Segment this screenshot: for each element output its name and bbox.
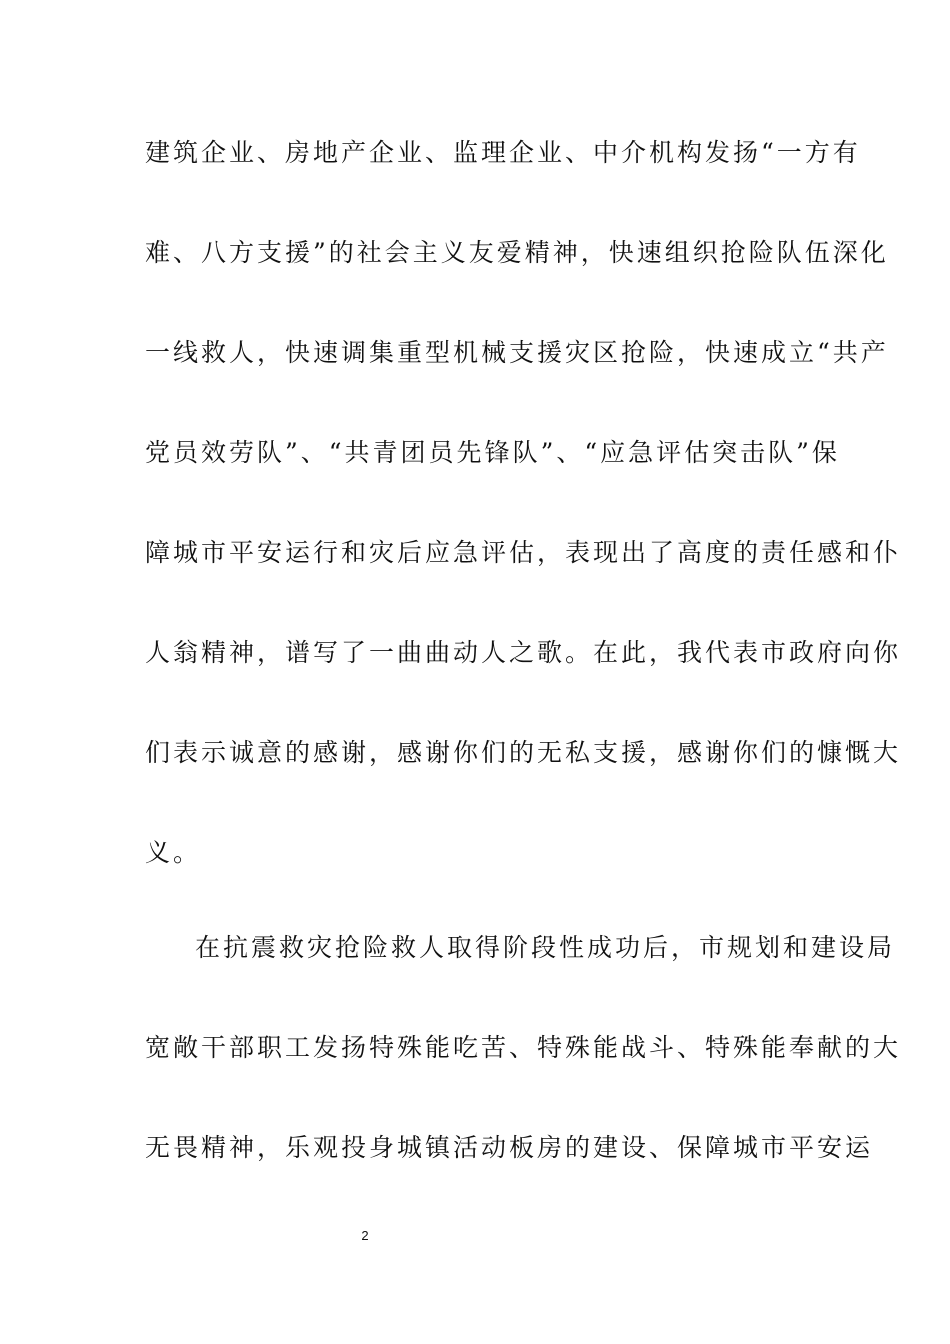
paragraph-1-line-2: 难、八方支援”的社会主义友爱精神，快速组织抢险队伍深化 (145, 238, 889, 267)
page-number: 2 (361, 1228, 369, 1243)
paragraph-2-line-3: 无畏精神，乐观投身城镇活动板房的建设、保障城市平安运 (145, 1133, 874, 1162)
paragraph-1-line-4: 党员效劳队”、“共青团员先锋队”、“应急评估突击队”保 (145, 438, 840, 467)
paragraph-1-line-3: 一线救人，快速调集重型机械支援灾区抢险，快速成立“共产 (145, 338, 889, 367)
paragraph-1-line-5: 障城市平安运行和灾后应急评估，表现出了高度的责任感和仆 (145, 538, 902, 567)
paragraph-2-line-2: 宽敞干部职工发扬特殊能吃苦、特殊能战斗、特殊能奉献的大 (145, 1033, 902, 1062)
paragraph-1-line-7: 们表示诚意的感谢，感谢你们的无私支援，感谢你们的慷慨大 (145, 738, 902, 767)
paragraph-1-line-6: 人翁精神，谱写了一曲曲动人之歌。在此，我代表市政府向你 (145, 638, 902, 667)
paragraph-1-line-1: 建筑企业、房地产企业、监理企业、中介机构发扬“一方有 (145, 138, 861, 167)
paragraph-1-line-8: 义。 (145, 838, 202, 867)
paragraph-2-line-1: 在抗震救灾抢险救人取得阶段性成功后，市规划和建设局 (195, 933, 896, 962)
